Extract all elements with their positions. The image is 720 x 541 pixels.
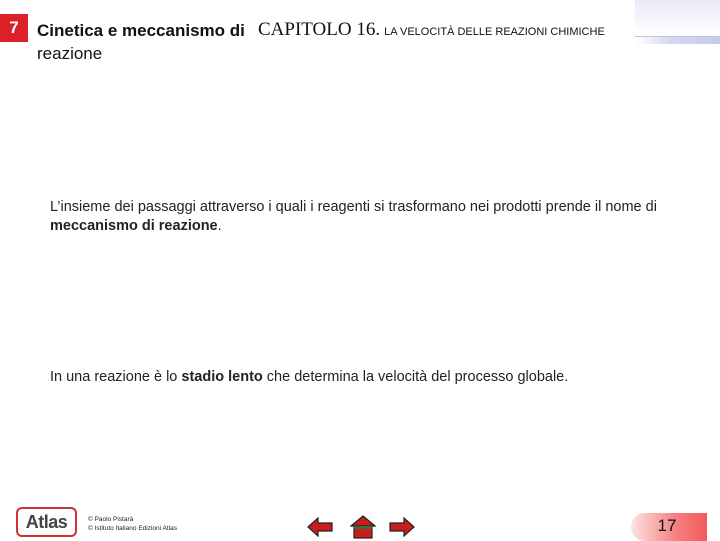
chapter-number: 7 [9, 18, 19, 37]
header-rule [635, 36, 720, 44]
paragraph-mechanism-term: meccanismo di reazione [50, 218, 218, 234]
paragraph-rate-step-end: che determina la velocità del processo globale. [262, 369, 569, 385]
atlas-logo-text: Atlas [25, 511, 68, 532]
home-icon [350, 515, 376, 539]
credit-author: © Paolo Pistarà [88, 516, 134, 523]
paragraph-rate-step-term: stadio lento [181, 369, 263, 385]
arrow-left-icon [307, 517, 333, 537]
chapter-number-badge [0, 14, 28, 42]
chapter-subtitle: LA VELOCITÀ DELLE REAZIONI CHIMICHE [384, 26, 605, 38]
paragraph-rate-step-text: In una reazione è lo [50, 369, 182, 385]
credit-publisher: © Istituto Italiano Edizioni Atlas [88, 525, 177, 532]
page-number: 17 [657, 516, 677, 535]
atlas-logo[interactable] [16, 507, 77, 537]
slide-title-line2: reazione [37, 44, 103, 63]
previous-slide-button[interactable] [305, 514, 335, 540]
home-button[interactable] [348, 514, 378, 540]
chapter-header [258, 19, 605, 41]
paragraph-rate-step [50, 368, 665, 387]
chapter-label: CAPITOLO 16. [258, 19, 381, 40]
arrow-right-icon [389, 517, 415, 537]
paragraph-mechanism-end: . [217, 218, 222, 234]
paragraph-mechanism-text: L’insieme dei passaggi attraverso i quali i reagenti si trasformano nei prodotti prende il nome di [50, 199, 657, 215]
next-slide-button[interactable] [387, 514, 417, 540]
slide-title-line1: Cinetica e meccanismo di [37, 21, 245, 40]
credits [88, 515, 177, 533]
slide-title [37, 19, 267, 65]
header-corner-gradient [635, 0, 720, 34]
paragraph-mechanism [50, 198, 665, 236]
